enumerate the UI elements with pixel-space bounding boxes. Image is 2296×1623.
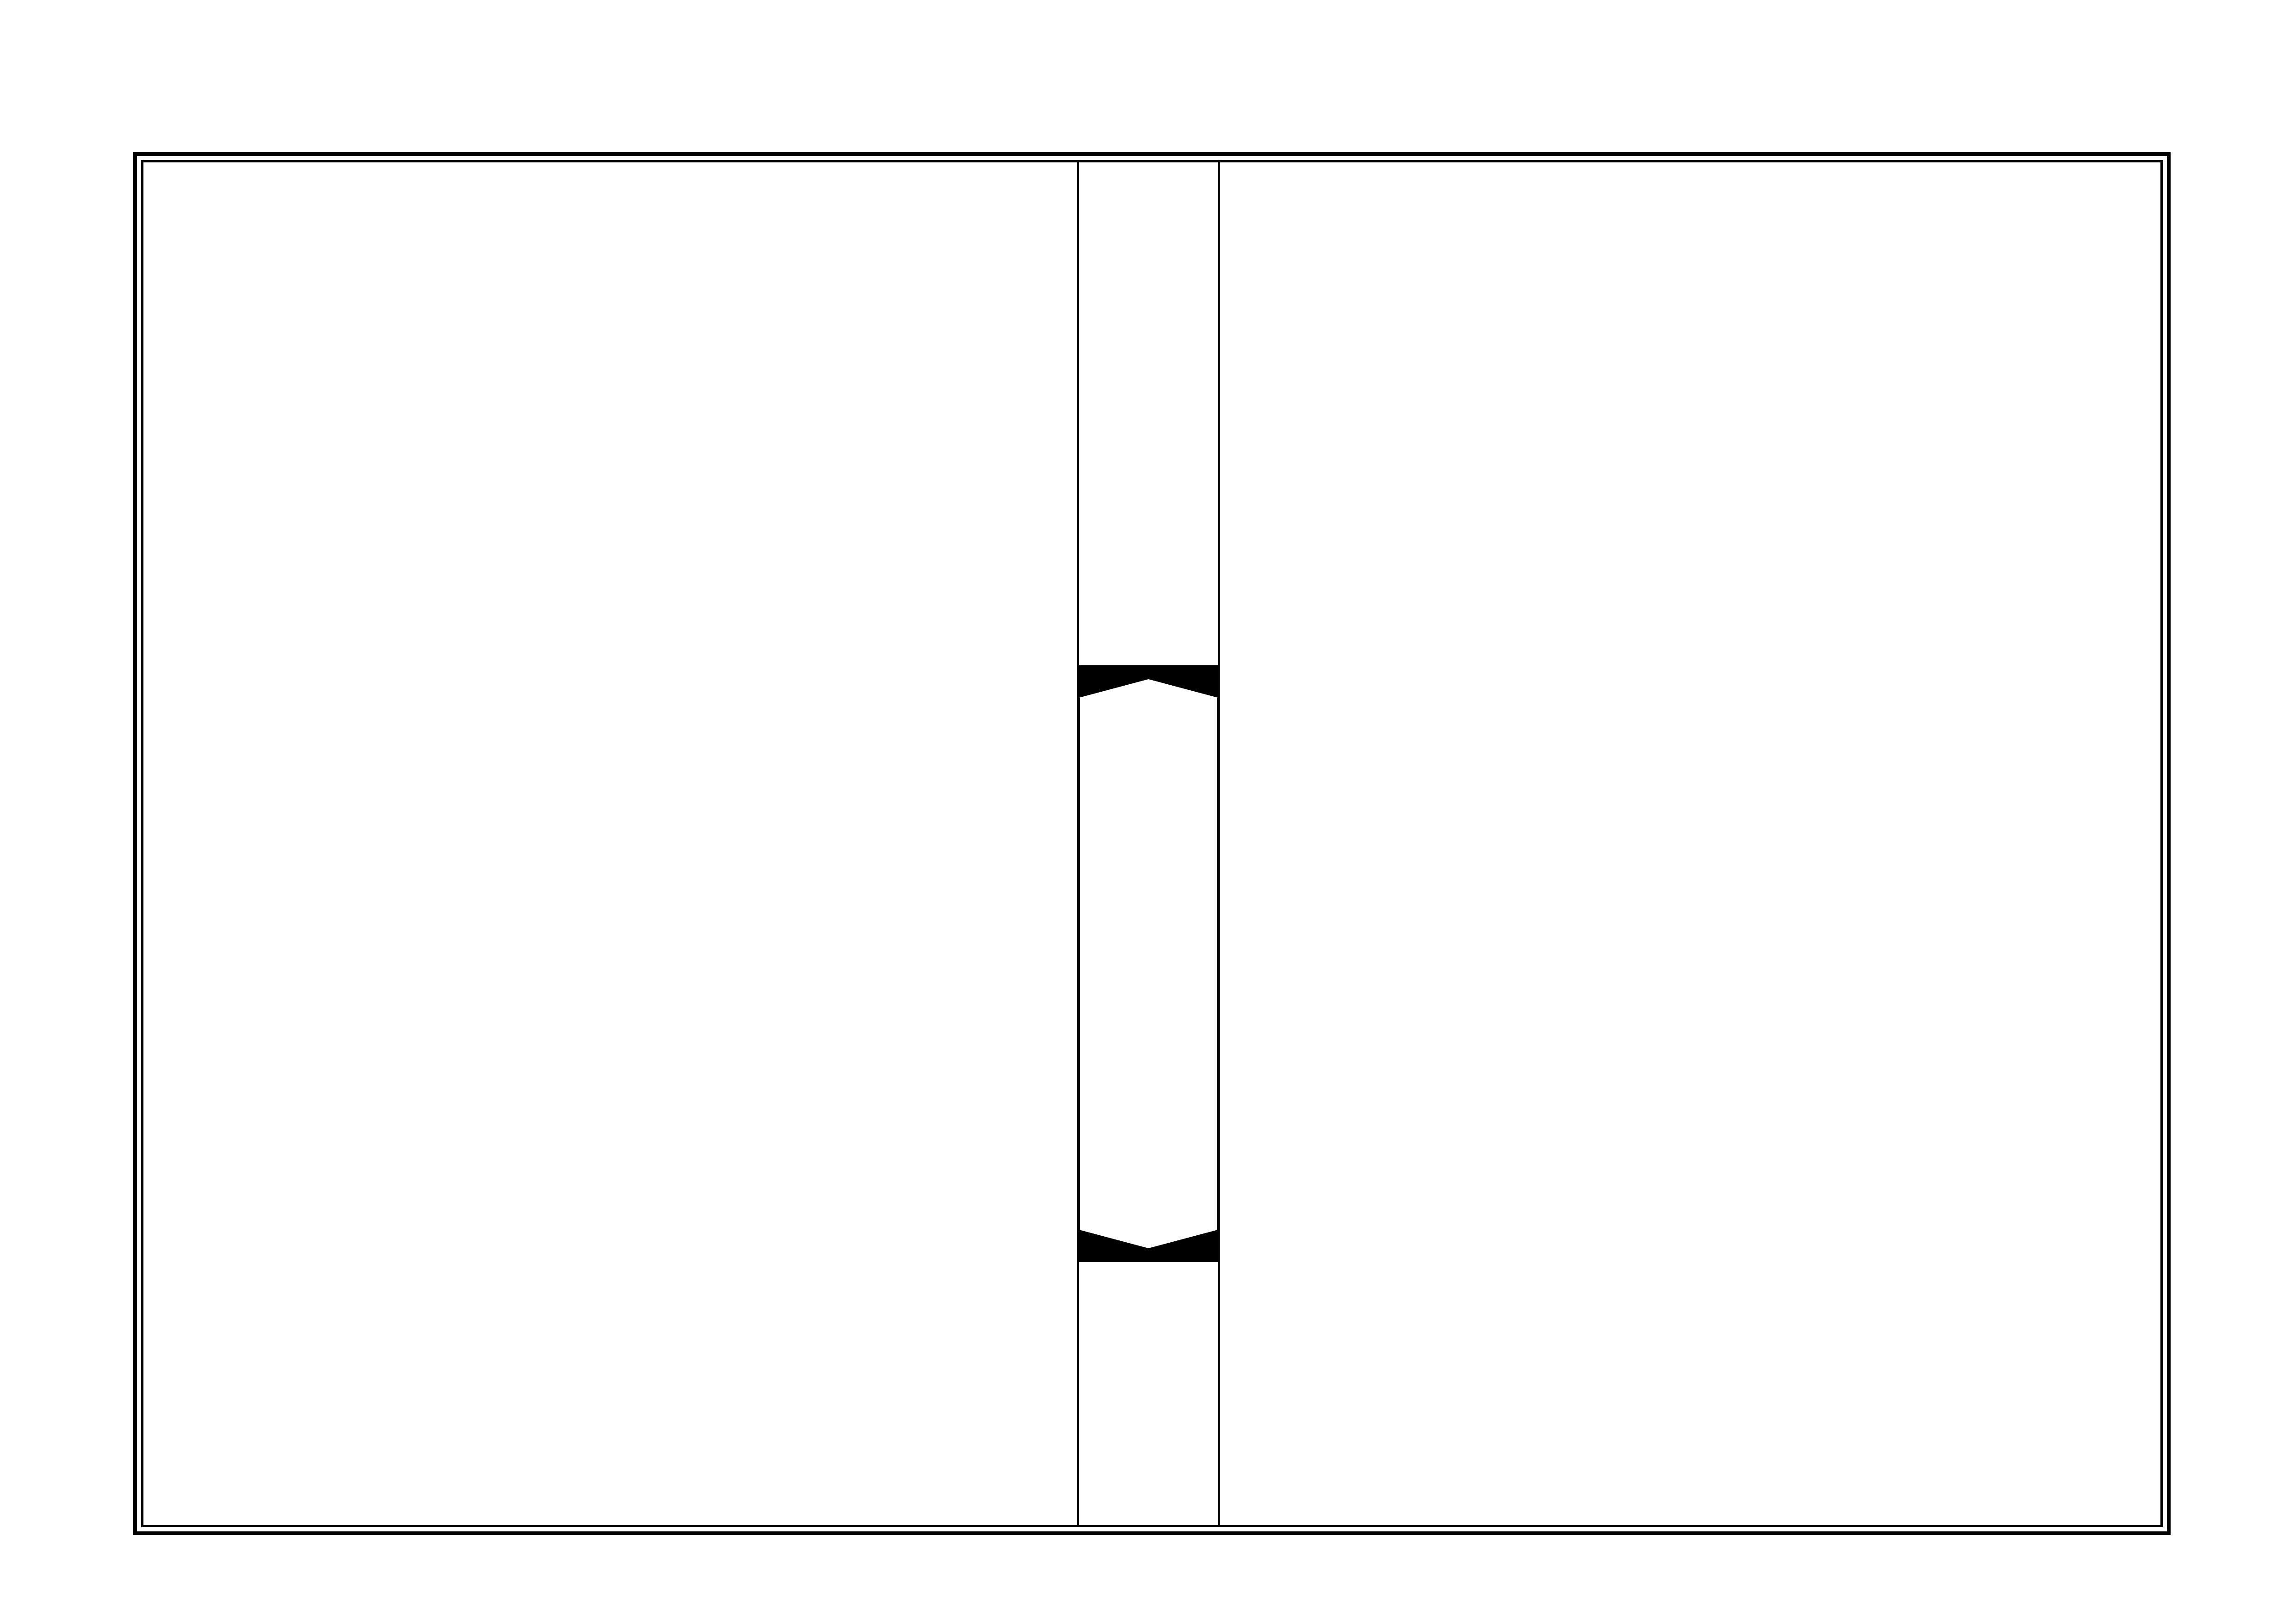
title-band [1079,665,1218,1262]
